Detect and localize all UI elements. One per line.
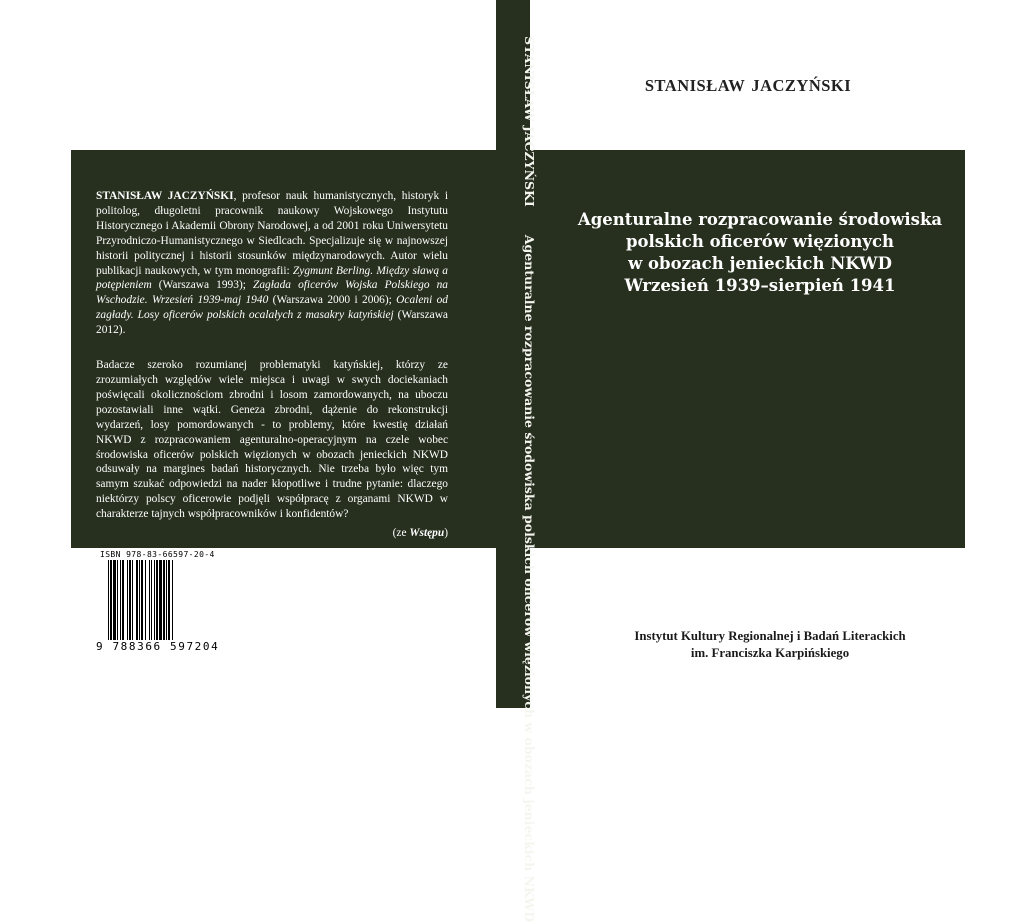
author-bio xyxy=(96,189,448,338)
author-last-name: JACZYŃSKI xyxy=(751,76,852,95)
title-line: w obozach jenieckich NKWD xyxy=(628,254,892,273)
publisher-line: im. Franciszka Karpińskiego xyxy=(690,646,850,660)
book-title: Ocaleni od zagłady. Losy oficerów polskich ocalałych z masakry katyńskiej xyxy=(96,294,448,322)
book-pub: (Warszawa 2000 i 2006); xyxy=(268,294,397,307)
quote-source xyxy=(96,526,448,541)
publisher-line: Instytut Kultury Regionalnej i Badań Literackich xyxy=(634,629,906,643)
quote-source-title: Wstępu xyxy=(409,527,445,540)
spine-author: STANISŁAW JACZYŃSKI xyxy=(522,36,538,207)
book-pub: (Warszawa 2012). xyxy=(96,309,448,337)
front-author xyxy=(531,76,965,96)
back-cover-text xyxy=(96,189,448,541)
publisher xyxy=(560,628,980,662)
barcode-icon xyxy=(108,560,204,650)
title-line: polskich oficerów więzionych xyxy=(625,232,895,251)
front-title xyxy=(560,209,960,297)
book-title: Zagłada oficerów Wojska Polskiego na Wschodzie. Wrzesień 1939-maj 1940 xyxy=(96,279,448,307)
quote-prefix: (ze xyxy=(392,527,410,540)
book-title: Zygmunt Berling. Między sławą a potępieniem xyxy=(96,264,448,292)
excerpt: Badacze szeroko rozumianej problematyki katyńskiej, którzy ze zrozumiałych względów wiele miejsca i uwagi w swych dociekaniach poświęcali okolicznościom zbrodni i losom zamordowanych, na uboczu pozostawiali inne wątki. Geneza zbrodni, dążenie do rekonstrukcji wydarzeń, losy pomordowanych - to problemy, które kwestię działań NKWD z rozpracowaniem agenturalno-operacyjnym na czele wobec środowiska oficerów polskich więzionych w obozach jenieckich NKWD odsuwały na margines badań historycznych. Nie trzeba było więc tym samym szukać odpowiedzi na nader kłopotliwe i trudne pytanie: dlaczego niektórzy polscy oficerowie podjęli współpracę z organami NKWD w charakterze tajnych współpracowników i konfidentów? xyxy=(96,359,448,521)
spine-text xyxy=(513,0,547,922)
bio-text: , profesor nauk humanistycznych, historyk i politolog, długoletni pracownik naukowy Wojskowego Instytutu Historycznego i Akademii Obrony Narodowej, a od 2001 roku Uniwersytetu Przyrodniczo-Humanistycznego w Siedlcach. Specjalizuje się w najnowszej historii politycznej i historii stosunków międzynarodowych. Autor wielu publikacji naukowych, w tym monografii: xyxy=(96,190,448,277)
quote-suffix: ) xyxy=(444,527,448,540)
spine-title: Agenturalne rozpracowanie środowiska polskich oficerów więzionych w obozach jenieckich NKWD xyxy=(522,234,538,922)
book-pub: (Warszawa 1993); xyxy=(151,279,253,292)
isbn-label: ISBN 978-83-66597-20-4 xyxy=(100,550,215,559)
title-line: Agenturalne rozpracowanie środowiska xyxy=(577,210,943,229)
author-first-name: STANISŁAW xyxy=(644,76,746,95)
title-line: Wrzesień 1939–sierpień 1941 xyxy=(624,276,896,295)
bio-name: STANISŁAW JACZYŃSKI xyxy=(96,190,234,202)
barcode-digits: 9 788366 597204 xyxy=(96,640,220,653)
